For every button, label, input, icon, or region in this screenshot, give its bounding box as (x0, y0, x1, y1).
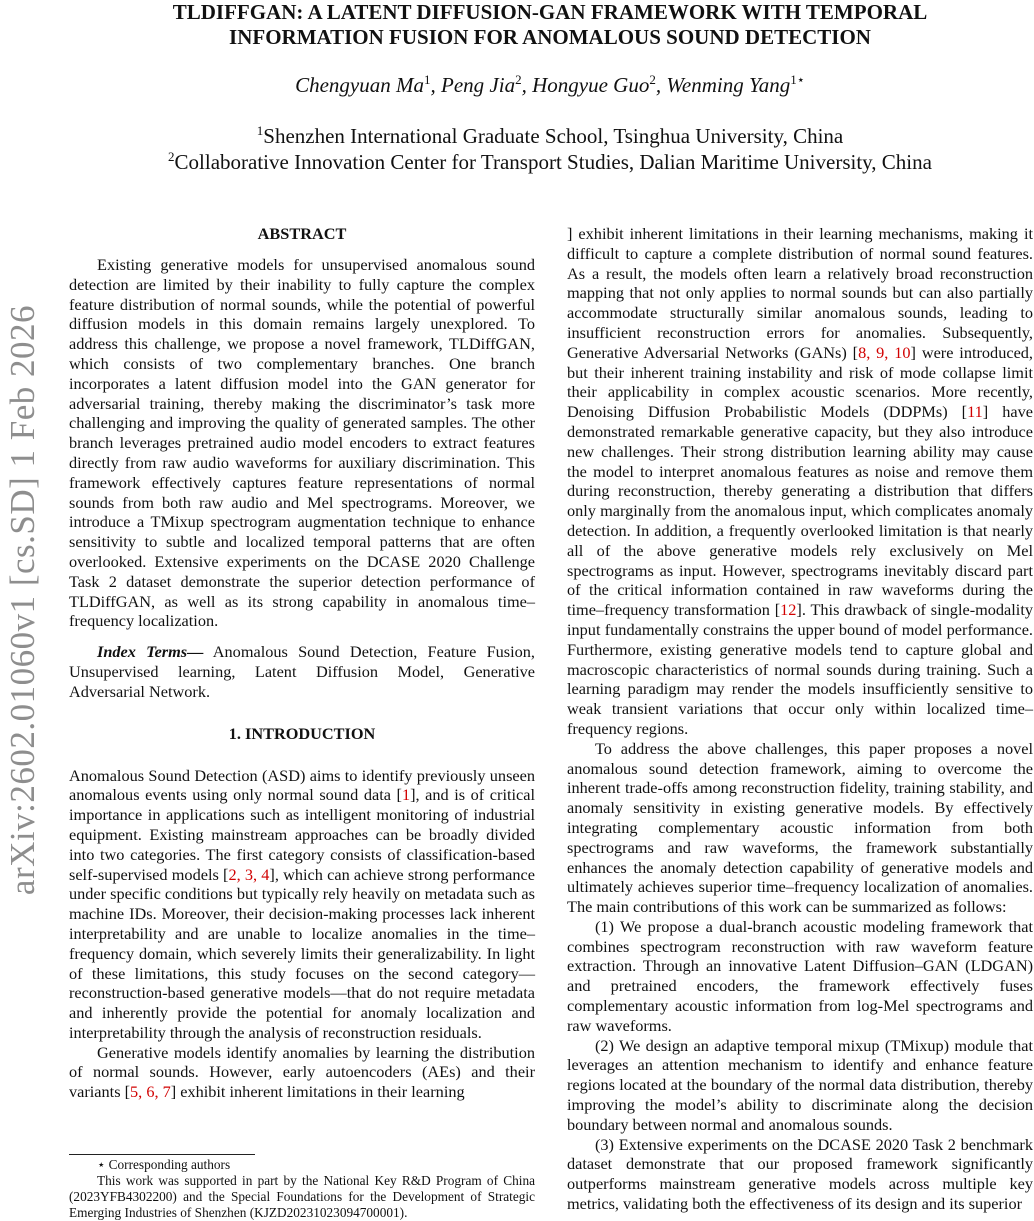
affiliation-text: Collaborative Innovation Center for Transport Studies, Dalian Maritime University, China (174, 150, 932, 174)
intro-paragraph-2-continued (567, 224, 1033, 739)
citation-link[interactable]: 8, 9, 10 (858, 342, 911, 362)
affiliation-number: 2 (168, 149, 175, 165)
paragraph-text: ] were introduced, but their inherent training instability and risk of mode collapse limit their applicability in complex acoustic scenarios. More recently, Denoising Diffusion Probabilistic Models (DDPMs) [ (567, 342, 1034, 422)
affiliation-number: 1 (256, 123, 264, 139)
author-name: Chengyuan Ma (295, 73, 424, 97)
affiliation-1 (100, 123, 1000, 149)
footnote-funding: This work was supported in part by the National Key R&D Program of China (2023YFB4302200) and the Special Foundations for the Development of Strategic Emerging Industries of Shenzhen (KJZD20231023094700001). (69, 1173, 535, 1220)
affiliation-text: Shenzhen International Graduate School, Tsinghua University, China (263, 124, 844, 148)
author-name: Peng Jia (441, 73, 516, 97)
paragraph-text: ]. This drawback of single-modality input fundamentally constrains the upper bound of model performance. Furthermore, existing generative models tend to capture global and macroscopic characteristics of normal sounds during training. Such a learning paradigm may render the models insufficiently sensitive to weak transient variations that occur only within localized time–frequency regions. (567, 600, 1033, 738)
intro-heading: 1. INTRODUCTION (228, 723, 376, 743)
author-list (100, 72, 1000, 98)
footnotes (69, 1157, 535, 1221)
abstract-text: Existing generative models for unsupervised anomalous sound detection are limited by their inability to fully capture the complex feature distribution of normal sounds, while the potential of powerful diffusion models in this domain remains largely unexplored. To address this challenge, we propose a novel framework, TLDiffGAN, which consists of two complementary branches. One branch incorporates a latent diffusion model into the GAN generator for adversarial training, thereby making the discriminator’s task more challenging and improving the quality of generated samples. The other branch leverages pretrained audio model encoders to extract features directly from raw audio waveforms for auxiliary discrimination. This framework effectively captures feature representations of normal sounds from both raw audio and Mel spectrograms. Moreover, we introduce a TMixup spectrogram augmentation technique to enhance sensitivity to subtle and localized temporal patterns that are often overlooked. Extensive experiments on the DCASE 2020 Challenge Task 2 dataset demonstrate the superior detection performance of TLDiffGAN, as well as its strong capability in anomalous time–frequency localization. (69, 255, 535, 631)
citation-link[interactable]: 5, 6, 7 (130, 1082, 171, 1102)
citation-link[interactable]: 12 (780, 600, 797, 620)
affiliation-list (100, 123, 1000, 175)
index-terms-text: Anomalous Sound Detection, Feature Fusion, Unsupervised learning, Latent Diffusion Model, Generative Adversarial Network. (69, 642, 535, 701)
paragraph-text: ] have demonstrated remarkable generative capacity, but they also introduce new challenges. Their strong distribution learning ability may cause the model to interpret anomalous features as noise and remove them during reconstruction, thereby generating a distribution that differs only marginally from the anomalous input, which complicates anomaly detection. In addition, a frequently overlooked limitation is that nearly all of the above generative models rely exclusively on Mel spectrograms as input. However, spectrograms inevitably discard part of the critical information contained in raw waveforms during the time–frequency transformation [ (567, 402, 1033, 620)
footnote-corresponding: ⋆ Corresponding authors (97, 1157, 231, 1172)
paragraph-text: ], and is of critical importance in applications such as intelligent monitoring of industrial equipment. Existing mainstream approaches can be broadly divided into two categories. The first category consists of classification-based self-supervised models [ (69, 785, 535, 884)
paragraph-text: ] exhibit inherent limitations in their learning mechanisms, making it difficult to capture a complete distribution of normal sound features. As a result, the models often learn a relatively broad reconstruction mapping that not only applies to normal sounds but can also partially accommodate structurally similar anomalous sounds, leading to insufficient reconstruction errors for anomalies. Subsequently, Generative Adversarial Networks (GANs) [ (567, 224, 1033, 362)
paragraph-text: ] exhibit inherent limitations in their learning (170, 1082, 465, 1102)
intro-paragraph-1 (69, 766, 535, 1043)
author-affiliation-mark: 2 (515, 72, 522, 88)
author-separator: , (655, 73, 667, 97)
contribution-3: (3) Extensive experiments on the DCASE 2020 Task 2 benchmark dataset demonstrate that our proposed framework significantly outperforms mainstream generative models across multiple key metrics, validating both the effectiveness of its design and its superior (567, 1134, 1033, 1214)
title-line-1: TLDIFFGAN: A LATENT DIFFUSION-GAN FRAMEWORK WITH TEMPORAL (172, 0, 928, 24)
citation-link[interactable]: 1 (401, 785, 411, 805)
author-name: Hongyue Guo (532, 73, 650, 97)
author-separator: , (521, 73, 533, 97)
paragraph-text: ], which can achieve strong performance under specific conditions but typically rely heavily on metadata such as machine IDs. Moreover, their decision-making processes lack inherent interpretability and are unable to localize anomalies in the time–frequency domain, which severely limits their generalizability. In light of these limitations, this study focuses on the second category—reconstruction-based generative models—that do not require metadata and inherently provide the potential for anomaly localization and interpretability through the analysis of reconstruction residuals. (69, 864, 536, 1042)
intro-paragraph-2 (69, 1043, 535, 1102)
contribution-2: (2) We design an adaptive temporal mixup (TMixup) module that leverages an attention mechanism to identify and enhance feature regions located at the boundary of the normal data distribution, thereby improving the model’s ability to discriminate along the decision boundary between normal and anomalous sounds. (567, 1035, 1033, 1134)
intro-paragraph-3: To address the above challenges, this paper proposes a novel anomalous sound detection framework, aiming to overcome the inherent trade-offs among reconstruction fidelity, training stability, and anomaly sensitivity in existing generative models. By effectively integrating complementary acoustic information from both spectrograms and raw waveforms, the framework substantially enhances the anomaly detection capability of generative models and ultimately achieves superior time–frequency localization of anomalies. The main contributions of this work can be summarized as follows: (567, 738, 1033, 917)
citation-link[interactable]: 2, 3, 4 (228, 864, 270, 884)
affiliation-2 (100, 149, 1000, 175)
index-terms (69, 642, 535, 701)
arxiv-identifier: arXiv:2602.01060v1 [cs.SD] 1 Feb 2026 (3, 304, 42, 896)
paragraph-text: Anomalous Sound Detection (ASD) aims to identify previously unseen anomalous events using only normal sound data [ (69, 765, 535, 805)
author-affiliation-mark: 1 (424, 72, 431, 88)
right-column (567, 224, 1033, 1214)
paragraph-text: Generative models identify anomalies by learning the distribution of normal sounds. However, early autoencoders (AEs) and their variants [ (69, 1042, 535, 1102)
abstract-heading: ABSTRACT (257, 224, 347, 243)
paper-title (100, 0, 1000, 50)
citation-link[interactable]: 11 (967, 402, 983, 422)
author-affiliation-mark: 2 (649, 72, 656, 88)
footnote-divider (69, 1154, 255, 1155)
author-separator: , (430, 73, 442, 97)
title-line-2: INFORMATION FUSION FOR ANOMALOUS SOUND DETECTION (229, 25, 871, 49)
index-terms-label: Index Terms— (97, 642, 204, 662)
contribution-1: (1) We propose a dual-branch acoustic modeling framework that combines spectrogram reconstruction with raw waveform feature extraction. Through an innovative Latent Diffusion–GAN (LDGAN) and pretrained encoders, the framework effectively fuses complementary acoustic information from log-Mel spectrograms and raw waveforms. (567, 916, 1033, 1035)
author-name: Wenming Yang (666, 73, 791, 97)
author-affiliation-mark: 1⋆ (790, 72, 805, 88)
left-column (69, 224, 535, 1102)
